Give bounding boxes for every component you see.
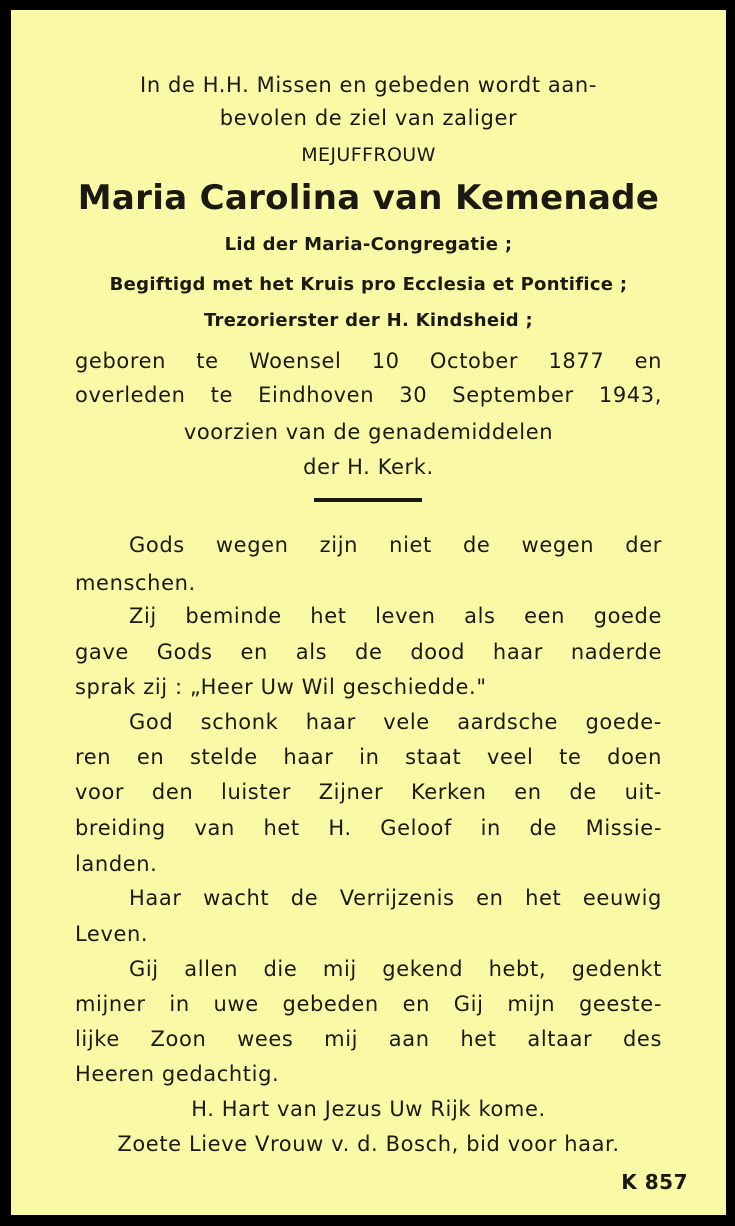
title-line: Trezorierster der H. Kindsheid ; [203,310,534,331]
text-line: breiding van het H. Geloof in de Missie- [75,816,662,840]
text-line: mijner in uwe gebeden en Gij mijn geeste- [75,992,662,1016]
text-line: landen. [75,852,158,876]
honorific: MEJUFFROUW [301,144,436,166]
biography-line: geboren te Woensel 10 October 1877 en [75,349,662,373]
divider-rule [314,498,422,502]
deceased-name: Maria Carolina van Kemenade [77,178,660,218]
intro-line-2: bevolen de ziel van zaliger [219,106,518,130]
memorial-card [11,10,726,1215]
print-code: K 857 [621,1170,688,1194]
text-line: gave Gods en als de dood haar naderde [75,640,662,664]
prayer-line: H. Hart van Jezus Uw Rijk kome. [191,1097,546,1121]
text-line: menschen. [75,571,196,595]
text-line: Heeren gedachtig. [75,1062,280,1086]
title-line: Lid der Maria-Congregatie ; [224,234,513,255]
text-line: God schonk haar vele aardsche goede- [129,710,662,734]
text-line: voor den luister Zijner Kerken en de uit- [75,780,662,804]
biography-line: overleden te Eindhoven 30 September 1943, [75,383,662,407]
text-line: Haar wacht de Verrijzenis en het eeuwig [129,886,662,910]
text-line: Gij allen die mij gekend hebt, gedenkt [129,957,662,981]
biography-line: voorzien van de genademiddelen [183,420,554,444]
text-line: Zij beminde het leven als een goede [129,604,662,628]
text-line: lijke Zoon wees mij aan het altaar des [75,1027,662,1051]
intro-line-1: In de H.H. Missen en gebeden wordt aan- [140,73,597,97]
biography-line: der H. Kerk. [303,455,434,479]
text-line: Gods wegen zijn niet de wegen der [129,533,662,557]
title-line: Begiftigd met het Kruis pro Ecclesia et Pontifice ; [109,274,628,295]
prayer-line: Zoete Lieve Vrouw v. d. Bosch, bid voor haar. [117,1132,620,1156]
text-line: sprak zij : „Heer Uw Wil geschiedde." [75,675,487,699]
text-line: ren en stelde haar in staat veel te doen [75,745,662,769]
text-line: Leven. [75,922,149,946]
